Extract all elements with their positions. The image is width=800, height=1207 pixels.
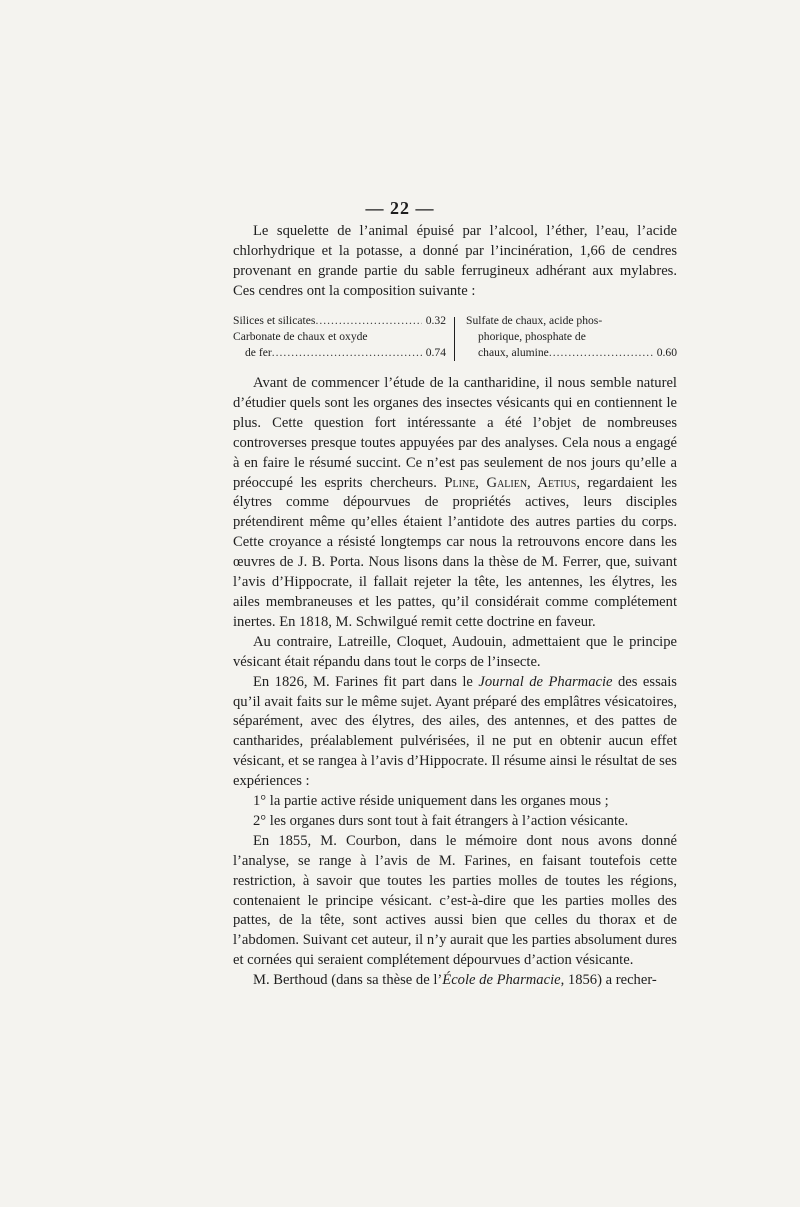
composition-value: 0.74 bbox=[425, 346, 446, 359]
leader-dots bbox=[315, 313, 421, 329]
courbon-paragraph: En 1855, M. Courbon, dans le mémoire dont nous avons donné l’analyse, se range à l’avis de M. Farines, en faisant toutefois cette restriction, à savoir que toutes les parties molles de toutes les régions, contenaient le principe vésicant. c’est-à-dire que les parties molles des pattes, de la tête, sont actives aussi bien que celles du thorax et de l’abdomen. Suivant cet auteur, il n’y aurait que les parties absolument dures et cornées qui seraient complétement dépourvues d’action vésicante. bbox=[233, 832, 677, 969]
journal-title: Journal de Pharmacie bbox=[478, 673, 613, 690]
composition-label: phorique, phosphate de bbox=[478, 330, 586, 343]
composition-left-column bbox=[233, 313, 446, 361]
composition-label: Sulfate de chaux, acide phos- bbox=[466, 314, 603, 327]
paragraph-text: En 1826, M. Farines fit part dans le bbox=[253, 673, 479, 690]
intro-paragraph: Le squelette de l’animal épuisé par l’alcool, l’éther, l’eau, l’acide chlorhydrique et la potasse, a donné par l’incinération, 1,66 de cendres provenant en grande partie du sable ferrugineux adhérant aux mylabres. Ces cendres ont la composition suivante : bbox=[233, 223, 677, 299]
composition-value: 0.32 bbox=[425, 314, 446, 327]
result-item-1: 1° la partie active réside uniquement dans les organes mous ; bbox=[253, 793, 609, 810]
paragraph-text: M. Berthoud (dans sa thèse de l’ bbox=[253, 972, 443, 989]
paragraph-text: des essais qu’il avait faits sur le même sujet. Ayant préparé des emplâtres vésicatoires, séparément, avec des élytres, des ailes, des antennes, et des pattes de cantharides, préalablement pulvérisées, il ne put en obtenir aucun effet vésicant, et se rangea à l’avis d’Hippocrate. Il résume ainsi le résultat de ses expériences : bbox=[233, 673, 677, 790]
ancient-authors: Pline, Galien, Aetius bbox=[444, 474, 577, 491]
column-divider bbox=[454, 317, 455, 361]
composition-label: de fer bbox=[245, 346, 272, 359]
composition-row-sulfate bbox=[466, 313, 677, 329]
composition-label: Silices et silicates bbox=[233, 314, 316, 327]
farines-paragraph bbox=[233, 673, 677, 792]
school-name: École de Pharmacie bbox=[442, 972, 561, 989]
leader-dots bbox=[549, 345, 653, 361]
composition-row-carbonate-cont bbox=[233, 345, 446, 361]
composition-row-silices bbox=[233, 313, 446, 329]
composition-row-carbonate bbox=[233, 329, 446, 345]
composition-row-sulfate-cont bbox=[466, 329, 677, 345]
composition-value: 0.60 bbox=[656, 346, 677, 359]
paragraph-text: , regardaient les élytres comme dépourvues de propriétés actives, leurs disciples prétendirent même qu’elles étaient l’antidote des autres parties du corps. Cette croyance a résisté longtemps car nous la retrouvons encore dans les œuvres de J. B. Porta. Nous lisons dans la thèse de M. Ferrer, que, suivant l’avis d’Hippocrate, il fallait rejeter la tête, les antennes, les élytres, les ailes membraneuses et les pattes, qu’il considérait comme complétement inertes. En 1818, M. Schwilgué remit cette doctrine en faveur. bbox=[233, 474, 677, 630]
leader-dots bbox=[272, 345, 422, 361]
page-number: — 22 — bbox=[365, 198, 435, 218]
main-text-block bbox=[233, 374, 677, 991]
composition-label: Carbonate de chaux et oxyde bbox=[233, 330, 368, 343]
cantharidine-paragraph bbox=[233, 374, 677, 633]
berthoud-paragraph bbox=[233, 971, 677, 991]
latreille-paragraph: Au contraire, Latreille, Cloquet, Audouin, admettaient que le principe vésicant était répandu dans tout le corps de l’insecte. bbox=[233, 633, 677, 670]
paragraph-text: , 1856) a recher- bbox=[560, 972, 657, 989]
intro-text-block bbox=[233, 222, 677, 302]
ash-composition-table bbox=[233, 313, 677, 363]
composition-right-column bbox=[466, 313, 677, 361]
result-item-2: 2° les organes durs sont tout à fait étrangers à l’action vésicante. bbox=[253, 812, 629, 829]
composition-row-sulfate-end bbox=[466, 345, 677, 361]
composition-label: chaux, alumine bbox=[478, 346, 549, 359]
paragraph-text: Avant de commencer l’étude de la cantharidine, il nous semble naturel d’étudier quels sont les organes des insectes vésicants qui en contiennent le plus. Cette question fort intéressante a été l’objet de nombreuses controverses presque toutes appuyées par des analyses. Cela nous a engagé à en faire le résumé succint. Ce n’est pas seulement de nos jours qu’elle a préoccupé les esprits chercheurs. bbox=[233, 375, 677, 491]
